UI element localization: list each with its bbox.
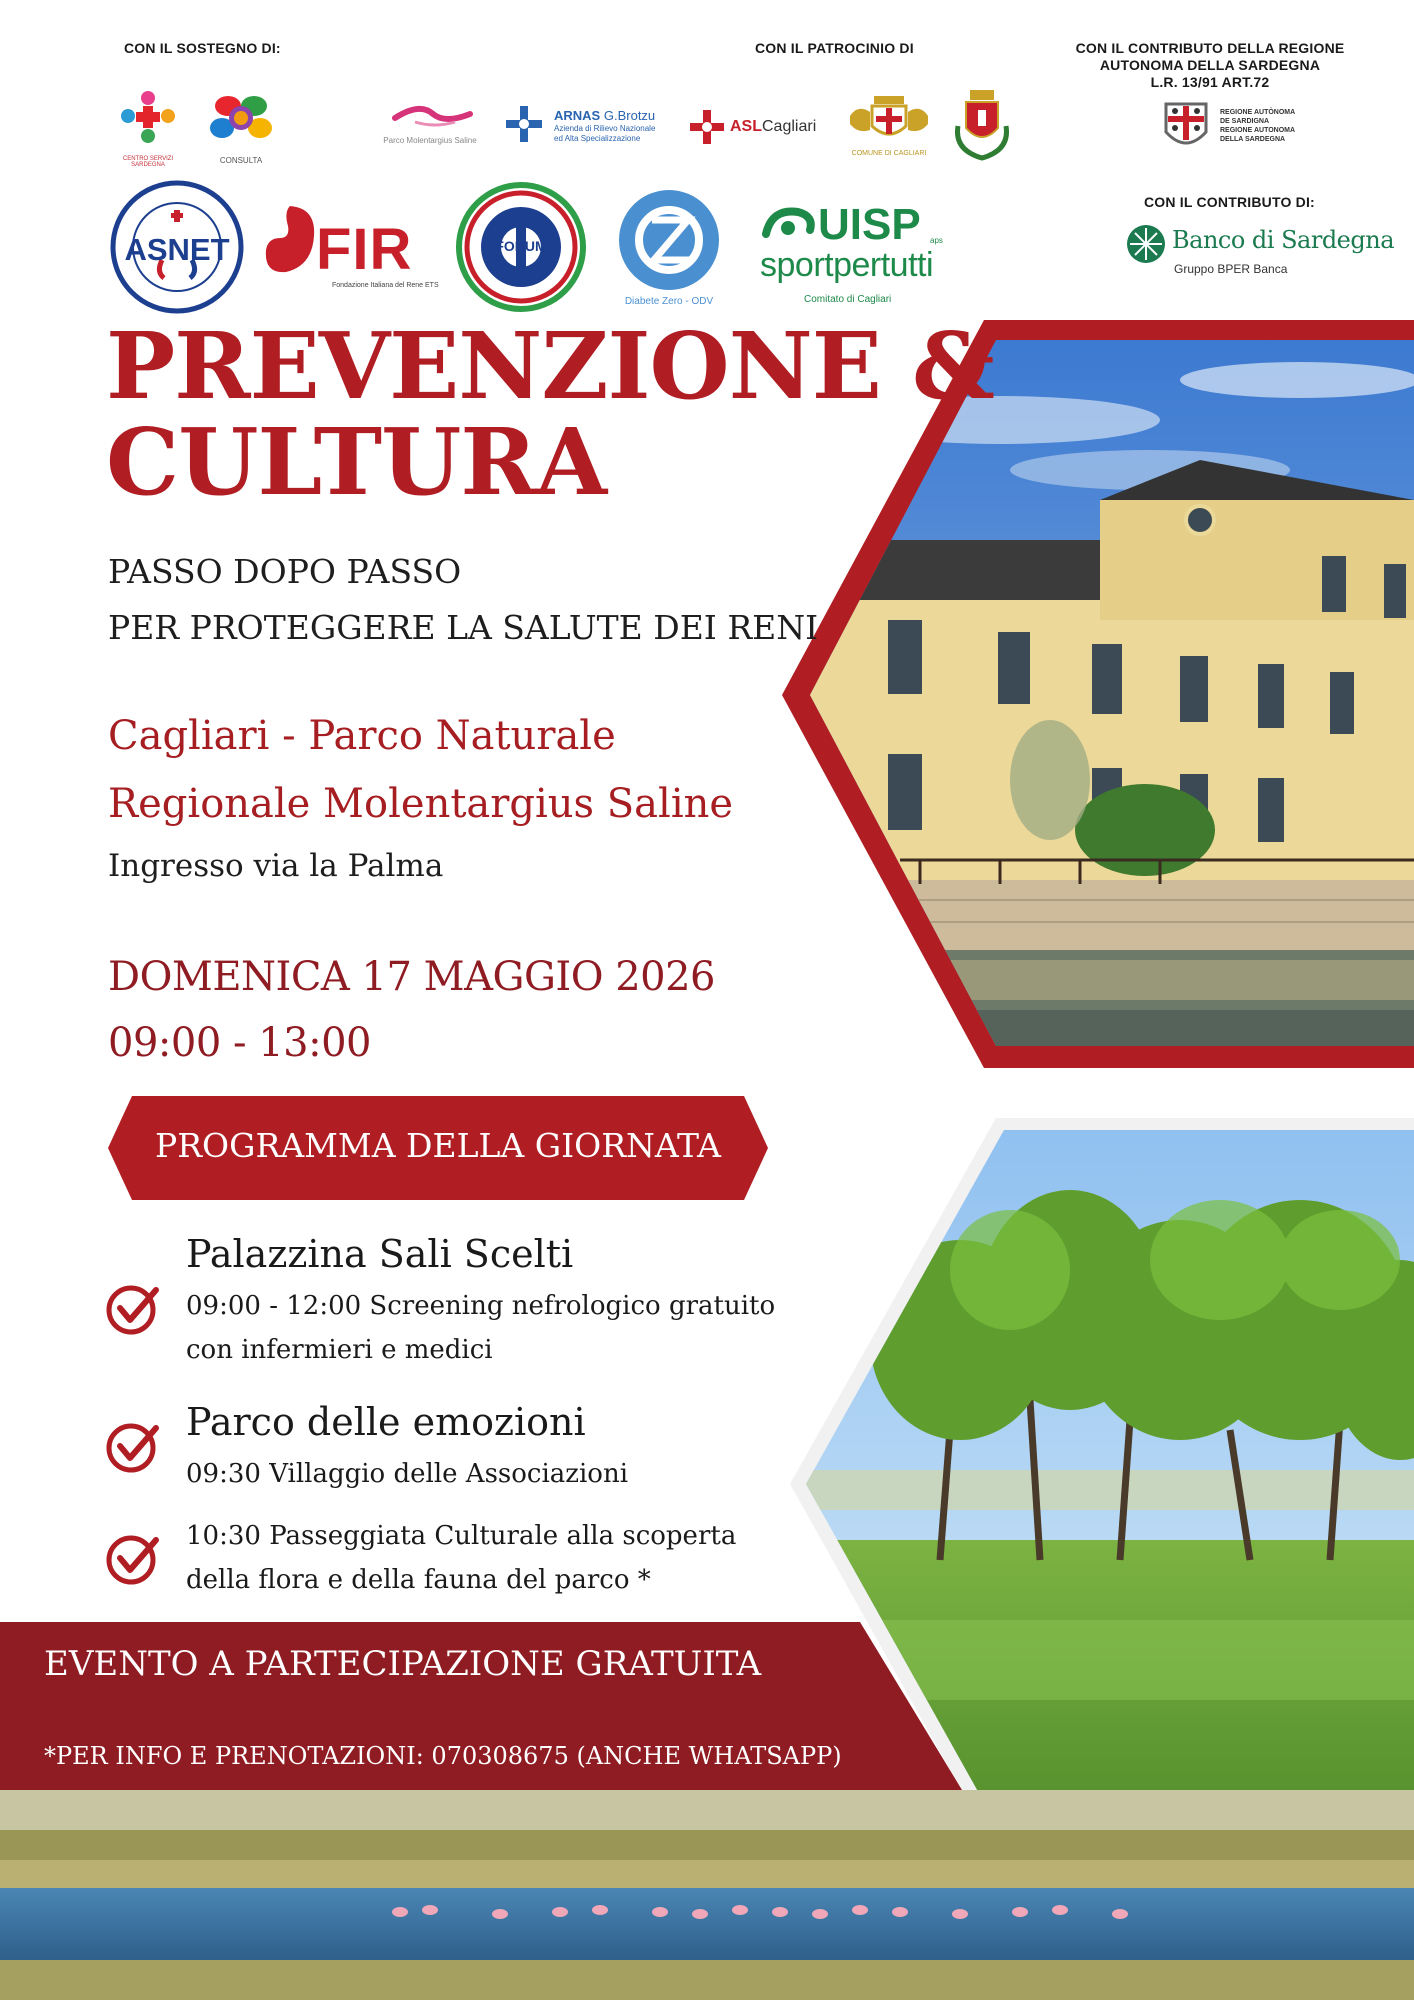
banco-name: Banco di Sardegna <box>1172 226 1395 254</box>
location-line1: Cagliari - Parco Naturale <box>108 713 616 759</box>
regione-text-1: REGIONE AUTÒNOMA <box>1220 109 1296 116</box>
uisp-aps: aps <box>930 236 943 245</box>
arnas-name: ARNAS <box>554 108 601 123</box>
comune-text: COMUNE DI CAGLIARI <box>851 150 927 157</box>
consulta-text: CONSULTA <box>219 156 263 165</box>
patrocinio-label: CON IL PATROCINIO DI <box>755 40 914 56</box>
check-icon-3 <box>109 1538 156 1582</box>
diabete-sub: Diabete Zero - ODV <box>624 296 714 307</box>
fir-name: FIR <box>316 217 413 282</box>
location-line2: Regionale Molentargius Saline <box>108 781 734 827</box>
program-item3-line2: della flora e della fauna del parco * <box>186 1565 651 1595</box>
sostegno-label: CON IL SOSTEGNO DI: <box>124 40 281 56</box>
asl-rest-text: Cagliari <box>762 118 817 135</box>
program-item1-line2: con infermieri e medici <box>186 1335 493 1365</box>
arnas-sub2: ed Alta Specializzazione <box>554 134 641 143</box>
arnas-name2: G.Brotzu <box>603 108 656 123</box>
subtitle-line1: PASSO DOPO PASSO <box>108 552 462 591</box>
banco-sub: Gruppo BPER Banca <box>1174 262 1288 276</box>
parco-molentargius-text: Parco Molentargius Saline <box>383 136 477 145</box>
fir-sub: Fondazione Italiana del Rene ETS <box>332 282 439 289</box>
event-day: DOMENICA 17 MAGGIO 2026 <box>108 954 715 1000</box>
check-icon-1 <box>109 1288 156 1332</box>
program-item1-heading: Palazzina Sali Scelti <box>186 1232 574 1276</box>
uisp-sub: Comitato di Cagliari <box>804 294 892 305</box>
arnas-sub1: Azienda di Rilievo Nazionale <box>554 124 656 133</box>
program-item2-text: 09:30 Villaggio delle Associazioni <box>186 1459 629 1489</box>
program-item2-heading: Parco delle emozioni <box>186 1400 586 1444</box>
uisp-name: UISP <box>818 200 921 249</box>
check-icon-2 <box>109 1426 156 1470</box>
program-item3-line1: 10:30 Passeggiata Culturale alla scoperta <box>186 1521 737 1551</box>
program-item1-line1: 09:00 - 12:00 Screening nefrologico gratuito <box>186 1291 776 1321</box>
program-title: PROGRAMMA DELLA GIORNATA <box>155 1126 721 1165</box>
title-line2: CULTURA <box>106 408 607 516</box>
title-line1: PREVENZIONE & <box>106 312 994 420</box>
asl-bold-text: ASL <box>730 118 762 135</box>
subtitle-line2: PER PROTEGGERE LA SALUTE DEI RENI <box>108 608 819 647</box>
location <box>108 702 733 838</box>
event-time: 09:00 - 13:00 <box>108 1020 371 1066</box>
address: Ingresso via la Palma <box>108 848 444 884</box>
info-booking-text: *PER INFO E PRENOTAZIONI: 070308675 (ANCHE WHATSAPP) <box>44 1742 842 1770</box>
regione-label-line3: L.R. 13/91 ART.72 <box>1150 74 1270 90</box>
regione-text-3: REGIONE AUTONOMA <box>1220 127 1296 134</box>
contributo-label: CON IL CONTRIBUTO DI: <box>1144 194 1315 210</box>
free-event-text: EVENTO A PARTECIPAZIONE GRATUITA <box>44 1644 762 1684</box>
program-item1-text <box>186 1284 775 1372</box>
forum-name: FORUM <box>495 238 547 254</box>
regione-label-line2: AUTONOMA DELLA SARDEGNA <box>1099 57 1321 73</box>
program-item3-text <box>186 1514 736 1602</box>
subtitle <box>108 544 818 656</box>
centro-servizi-text: CENTRO SERVIZI SARDEGNA <box>122 156 174 168</box>
asnet-name: ASNET <box>124 232 230 267</box>
event-date <box>108 944 715 1076</box>
page-title <box>106 312 994 516</box>
regione-text-4: DELLA SARDEGNA <box>1220 136 1286 143</box>
uisp-sport: sportpertutti <box>760 246 934 284</box>
regione-text-2: DE SARDIGNA <box>1220 118 1270 125</box>
regione-label-line1: CON IL CONTRIBUTO DELLA REGIONE <box>1075 40 1345 56</box>
